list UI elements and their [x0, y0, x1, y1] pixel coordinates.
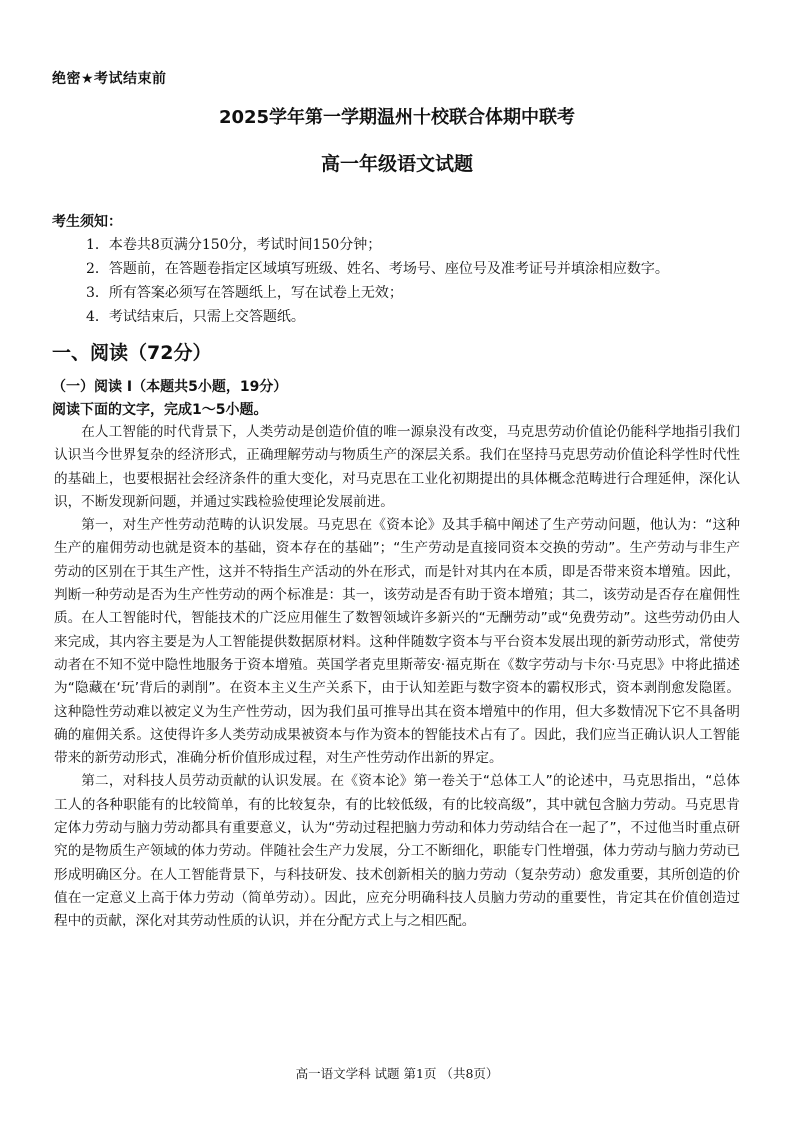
page-footer: 高一语文学科 试题 第1页 （共8页） [295, 1066, 499, 1081]
confidential-mark: 绝密★考试结束前 [52, 71, 167, 87]
notice-heading: 考生须知： [52, 214, 122, 230]
exam-title: 2025学年第一学期温州十校联合体期中联考 [218, 107, 576, 128]
section-heading: 一、阅读（72分） [52, 342, 212, 364]
notice-item: 4．考试结束后，只需上交答题纸。 [86, 309, 305, 325]
passage-paragraph: 在人工智能的时代背景下，人类劳动是创造价值的唯一源泉没有改变，马克思劳动价值论仍能科学地指引我们认识当今世界复杂的经济形式，正确理解劳动与物质生产的深层关系。我们在坚持马克思劳动价值论科学性时代性的基础上，也要根据社会经济条件的重大变化，对马克思在工业化初期提出的具体概念范畴进行合理延伸，深化认识，不断发现新问题，并通过实践检验使理论发展前进。 [54, 424, 740, 510]
reading-instruction: 阅读下面的文字，完成1～5小题。 [52, 402, 268, 418]
paper-title: 高一年级语文试题 [320, 153, 473, 175]
notice-list [86, 233, 786, 329]
reading-passage [54, 421, 740, 934]
passage-paragraph: 第一，对生产性劳动范畴的认识发展。马克思在《资本论》及其手稿中阐述了生产劳动问题，他认为：“这种生产的雇佣劳动也就是资本的基础，资本存在的基础”；“生产劳动是直接同资本交换的劳动”。生产劳动与非生产劳动的区别在于其生产性，这并不特指生产活动的外在形式，而是针对其内在本质，即是否带来资本增殖。因此，判断一种劳动是否为生产性劳动的两个标准是：其一，该劳动是否有助于资本增殖；其二，该劳动是否存在雇佣性质。在人工智能时代，智能技术的广泛应用催生了数智领域许多新兴的“无酬劳动”或“免费劳动”。这些劳动仍由人来完成，其内容主要是为人工智能提供数据原材料。这种伴随数字资本与平台资本发展出现的新劳动形式，常使劳动者在不知不觉中隐性地服务于资本增殖。英国学者克里斯蒂安·福克斯在《数字劳动与卡尔·马克思》中将此描述为“隐藏在‘玩’背后的剥削”。在资本主义生产关系下，由于认知差距与数字资本的霸权形式，资本剥削愈发隐匿。这种隐性劳动难以被定义为生产性劳动，因为我们虽可推导出其在资本增殖中的作用，但大多数情况下它不具备明确的雇佣关系。这使得许多人类劳动成果被资本与作为资本的智能技术占有了。因此，我们应当正确认识人工智能带来的新劳动形式，准确分析价值形成过程，对生产性劳动作出新的界定。 [54, 517, 740, 767]
subsection-heading: （一）阅读 I（本题共5小题，19分） [52, 379, 288, 395]
notice-item: 2．答题前，在答题卷指定区域填写班级、姓名、考场号、座位号及准考证号并填涂相应数字。 [86, 261, 669, 277]
passage-paragraph: 第二，对科技人员劳动贡献的认识发展。在《资本论》第一卷关于“总体工人”的论述中，马克思指出，“总体工人的各种职能有的比较简单，有的比较复杂，有的比较低级，有的比较高级”，其中就包含脑力劳动。马克思肯定体力劳动与脑力劳动都具有重要意义，认为“劳动过程把脑力劳动和体力劳动结合在一起了”，不过他当时重点研究的是物质生产领域的体力劳动。伴随社会生产力发展，分工不断细化，职能专门性增强，体力劳动与脑力劳动已形成明确区分。在人工智能背景下，与科技研发、技术创新相关的脑力劳动（复杂劳动）愈发重要，其所创造的价值在一定意义上高于体力劳动（简单劳动）。因此，应充分明确科技人员脑力劳动的重要性，肯定其在价值创造过程中的贡献，深化对其劳动性质的认识，并在分配方式上与之相匹配。 [54, 773, 740, 930]
notice-item: 1．本卷共8页满分150分，考试时间150分钟； [86, 237, 382, 253]
notice-item: 3．所有答案必须写在答题纸上，写在试卷上无效； [86, 285, 403, 301]
